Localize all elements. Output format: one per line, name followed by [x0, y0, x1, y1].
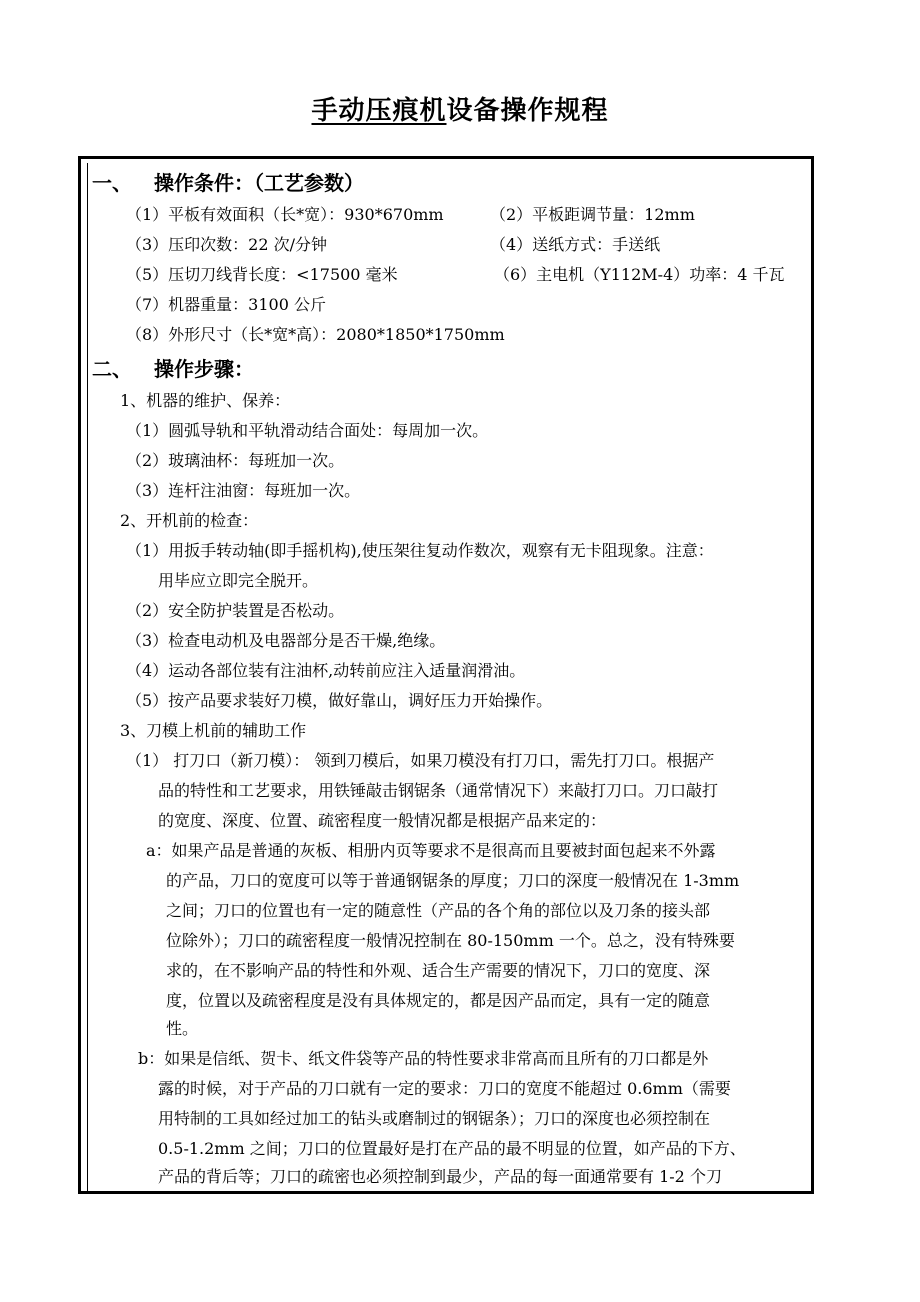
note-a-line-2: 的产品，刀口的宽度可以等于普通钢锯条的厚度；刀口的深度一般情况在 1-3mm: [166, 871, 740, 890]
check-item-1-line-1: （1）用扳手转动轴(即手摇机构),使压架往复动作数次，观察有无卡阻现象。注意：: [126, 541, 714, 560]
section-2-number: 二、: [92, 357, 132, 381]
note-a-line-5: 求的，在不影响产品的特性和外观、适合生产需要的情况下，刀口的宽度、深: [166, 961, 711, 980]
note-a-line-3: 之间；刀口的位置也有一定的随意性（产品的各个角的部位以及刀条的接头部: [166, 901, 711, 920]
section-1-number: 一、: [92, 171, 132, 195]
maintenance-item-3: （3）连杆注油窗：每班加一次。: [126, 481, 361, 500]
param-1: （1）平板有效面积（长*宽）：930*670mm: [126, 205, 444, 224]
param-5: （5）压切刀线背长度：<17500 毫米: [126, 265, 398, 284]
param-3: （3）压印次数：22 次/分钟: [126, 235, 328, 254]
param-4: （4）送纸方式：手送纸: [490, 235, 661, 254]
note-a-line-6: 度，位置以及疏密程度是没有具体规定的，都是因产品而定，具有一定的随意: [166, 991, 711, 1010]
die-prep-item-1-line-1: （1） 打刀口（新刀模）： 领到刀模后，如果刀模没有打刀口，需先打刀口。根据产: [126, 751, 715, 770]
subsection-3-heading: 3、刀模上机前的辅助工作: [120, 721, 307, 740]
param-8: （8）外形尺寸（长*宽*高）：2080*1850*1750mm: [126, 325, 505, 344]
note-a-line-4: 位除外）；刀口的疏密程度一般情况控制在 80-150mm 一个。总之，没有特殊要: [166, 931, 735, 950]
check-item-5: （5）按产品要求装好刀模，做好靠山，调好压力开始操作。: [126, 691, 553, 710]
check-item-1-line-2: 用毕应立即完全脱开。: [158, 571, 319, 590]
section-2-heading: [92, 354, 254, 384]
die-prep-item-1-line-3: 的宽度、深度、位置、疏密程度一般情况都是根据产品来定的：: [158, 811, 607, 830]
section-1-label: 操作条件：（工艺参数）: [154, 171, 364, 195]
check-item-3: （3）检查电动机及电器部分是否干燥,绝缘。: [126, 631, 446, 650]
title-underlined-part: 手动压痕机: [311, 96, 447, 126]
check-item-4: （4）运动各部位装有注油杯,动转前应注入适量润滑油。: [126, 661, 526, 680]
note-a-line-1: a：如果产品是普通的灰板、相册内页等要求不是很高而且要被封面包起来不外露: [146, 841, 716, 860]
note-a-line-7: 性。: [166, 1019, 199, 1038]
die-prep-item-1-line-2: 品的特性和工艺要求，用铁锤敲击钢锯条（通常情况下）来敲打刀口。刀口敲打: [158, 781, 719, 800]
section-2-label: 操作步骤：: [154, 357, 254, 381]
note-b-line-5: 产品的背后等；刀口的疏密也必须控制到最少，产品的每一面通常要有 1-2 个刀: [158, 1167, 722, 1186]
page-title: [0, 90, 920, 127]
note-b-line-3: 用特制的工具如经过加工的钻头或磨制过的钢锯条）；刀口的深度也必须控制在: [158, 1109, 711, 1128]
note-b-line-1: b：如果是信纸、贺卡、纸文件袋等产品的特性要求非常高而且所有的刀口都是外: [138, 1049, 709, 1068]
param-2: （2）平板距调节量：12mm: [490, 205, 695, 224]
check-item-2: （2）安全防护装置是否松动。: [126, 601, 345, 620]
title-rest-part: 设备操作规程: [446, 96, 609, 126]
note-b-line-2: 露的时候，对于产品的刀口就有一定的要求：刀口的宽度不能超过 0.6mm（需要: [158, 1079, 731, 1098]
note-b-line-4: 0.5-1.2mm 之间；刀口的位置最好是打在产品的最不明显的位置，如产品的下方、: [158, 1139, 746, 1158]
param-6: （6）主电机（Y112M-4）功率：4 千瓦: [494, 265, 785, 284]
maintenance-item-1: （1）圆弧导轨和平轨滑动结合面处：每周加一次。: [126, 421, 489, 440]
maintenance-item-2: （2）玻璃油杯：每班加一次。: [126, 451, 345, 470]
subsection-2-heading: 2、开机前的检查：: [120, 511, 259, 530]
section-1-heading: [92, 168, 364, 198]
subsection-1-heading: 1、机器的维护、保养：: [120, 391, 291, 410]
param-7: （7）机器重量：3100 公斤: [126, 295, 326, 314]
